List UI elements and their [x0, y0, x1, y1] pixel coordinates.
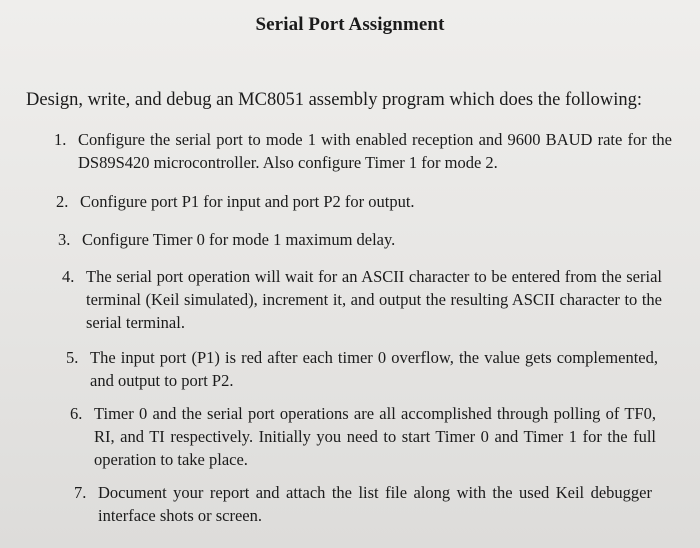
list-item-number: 2.	[56, 192, 69, 211]
list-item	[74, 481, 652, 527]
page-title: Serial Port Assignment	[255, 14, 445, 35]
list-item-number: 1.	[54, 130, 67, 149]
list-item	[54, 128, 672, 174]
list-item	[58, 228, 668, 251]
list-item-number: 7.	[74, 483, 87, 502]
list-item-text: The serial port operation will wait for an ASCII character to be entered from the serial terminal (Keil simulated), increment it, and output the resulting ASCII character to the serial terminal.	[86, 267, 662, 332]
intro-paragraph: Design, write, and debug an MC8051 assembly program which does the following:	[26, 90, 643, 110]
list-item-number: 3.	[58, 230, 71, 249]
list-item-text: Configure Timer 0 for mode 1 maximum delay.	[82, 230, 396, 249]
list-item	[56, 190, 668, 213]
list-item	[66, 346, 658, 392]
list-item-text: Configure the serial port to mode 1 with enabled reception and 9600 BAUD rate for the DS89S420 microcontroller. Also configure Timer 1 for mode 2.	[78, 130, 672, 172]
list-item-text: Timer 0 and the serial port operations are all accomplished through polling of TF0, RI, and TI respectively. Initially you need to start Timer 0 and Timer 1 for the full operation to take place.	[94, 404, 656, 469]
list-item-number: 5.	[66, 348, 79, 367]
list-item-number: 6.	[70, 404, 83, 423]
list-item	[70, 402, 656, 471]
list-item-text: Document your report and attach the list file along with the used Keil debugger interface shots or screen.	[98, 483, 652, 525]
list-item-text: The input port (P1) is red after each timer 0 overflow, the value gets complemented, and output to port P2.	[90, 348, 658, 390]
list-item	[62, 265, 662, 334]
list-item-number: 4.	[62, 267, 75, 286]
list-item-text: Configure port P1 for input and port P2 for output.	[80, 192, 415, 211]
